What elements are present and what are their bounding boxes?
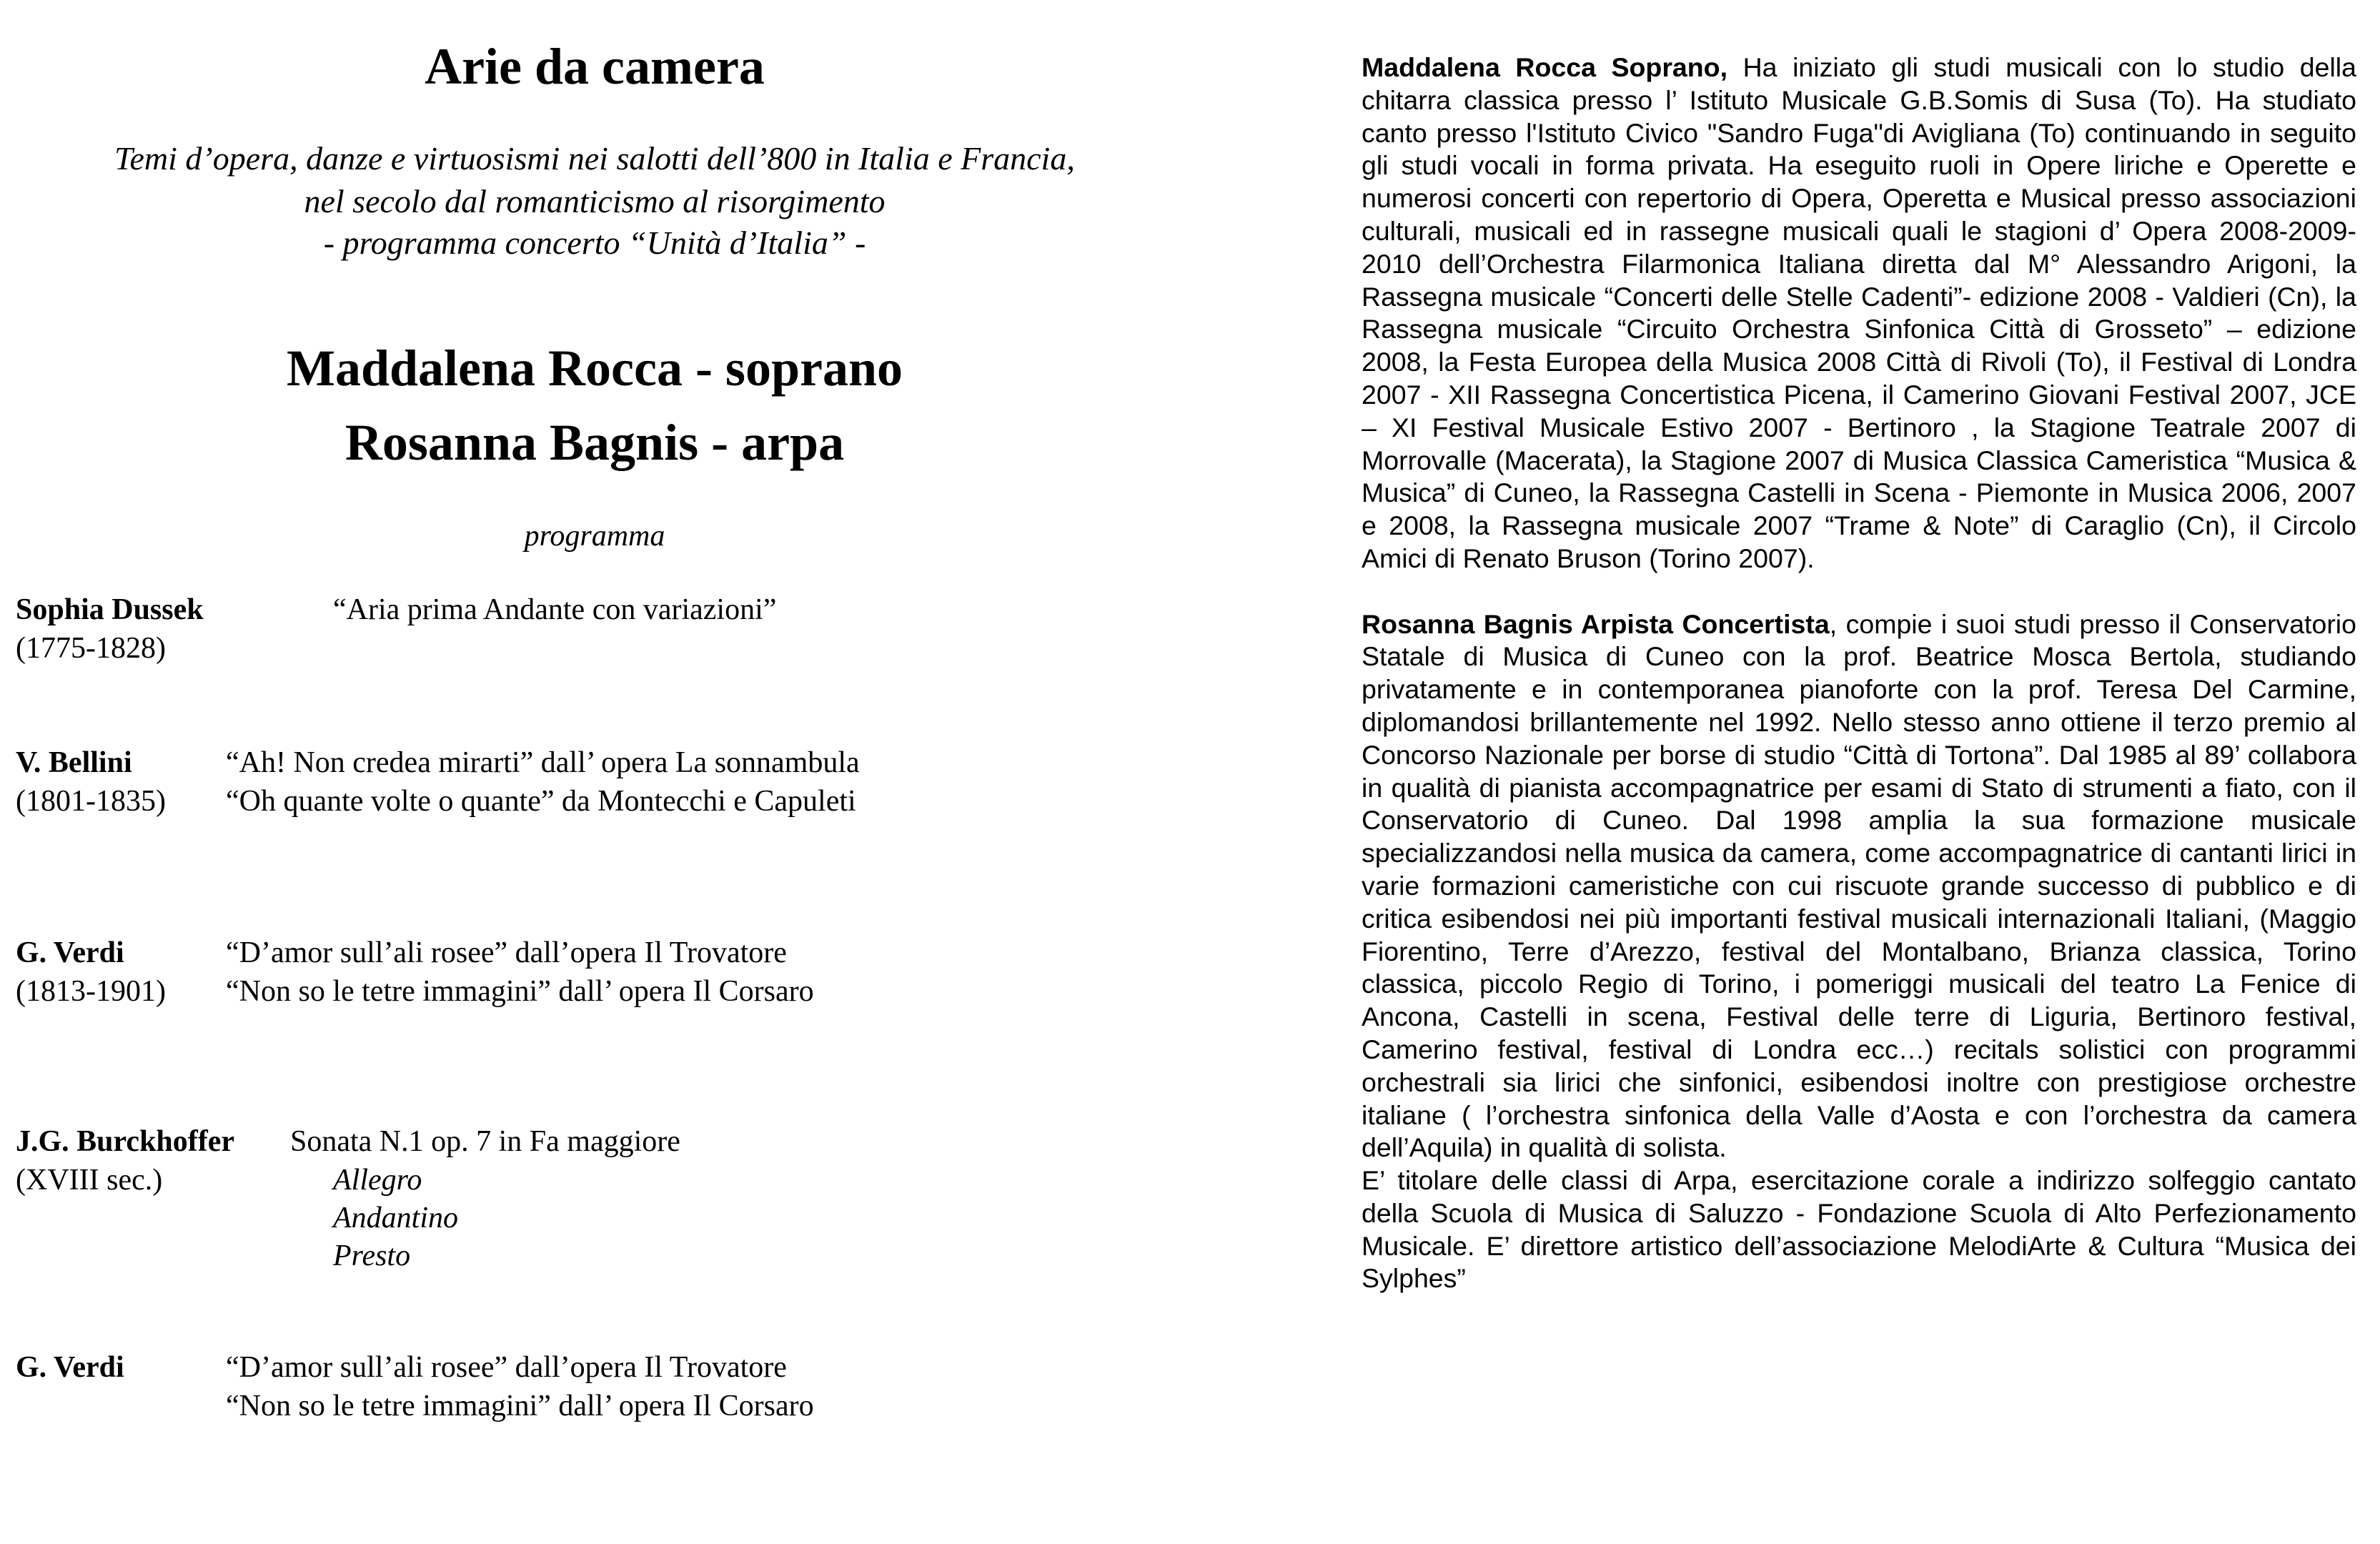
movement: Presto	[333, 1239, 411, 1272]
movement: Andantino	[333, 1202, 458, 1234]
bio-text: compie i suoi studi presso il Conservatorio Statale di Musica di Cuneo con la prof. Beatrice Mosca Bertola, studiando privatamente e in contemporanea pianoforte con la prof. Teresa Del Carmine, diplomandosi brillantemente nel 1992. Nello stesso anno ottiene il terzo premio al Concorso Nazionale per borse di studio “Città di Tortona”. Dal 1985 al 89’ collabora in qualità di pianista accompagnatrice per esami di Stato di strumenti a fiato, con il Conservatorio di Cuneo. Dal 1998 amplia la sua formazione musicale specializzandosi nella musica da camera, come accompagnatrice di cantanti lirici in varie formazioni cameristiche con cui riscuote grande successo di pubblico e di critica esibendosi nei più importanti festival musicali internazionali Italiani, (Maggio Fiorentino, Terre d’Arezzo, festival del Montalbano, Brianza classica, Torino classica, piccolo Regio di Torino, i pomeriggi musicali del teatro La Fenice di Ancona, Castelli in scena, Festival delle terre di Liguria, Bertinoro festival, Camerino festival, festival di Londra ecc…) recitals solistici con programmi orchestrali sia lirici che sinfonici, esibendosi inoltre con prestigiose orchestre italiane ( l’orchestra sinfonica della Valle d’Aosta e con l’orchestra da camera dell’Aquila) in qualità di solista.	[1362, 608, 2356, 1163]
page-title: Arie da camera	[425, 38, 765, 95]
subtitle-line-3: - programma concerto “Unità d’Italia” -	[323, 224, 866, 261]
bio-harpist	[1362, 608, 2356, 1165]
piece-title: “D’amor sull’ali rosee” dall’opera Il Trovatore	[226, 936, 787, 969]
piece-title: “Non so le tetre immagini” dall’ opera Il Corsaro	[226, 975, 814, 1008]
composer-name: V. Bellini	[16, 746, 132, 779]
bio-soprano	[1362, 51, 2356, 575]
biographies-column	[1362, 51, 2356, 1295]
composer-name: G. Verdi	[16, 1351, 124, 1384]
composer-name: J.G. Burckhoffer	[16, 1125, 235, 1158]
bio-harpist-continued	[1362, 1164, 2356, 1295]
subtitle-line-1: Temi d’opera, danze e virtuosismi nei salotti dell’800 in Italia e Francia,	[114, 140, 1075, 177]
piece-title: Sonata N.1 op. 7 in Fa maggiore	[290, 1125, 680, 1158]
performer-harp: Rosanna Bagnis - arpa	[344, 414, 845, 471]
bio-comma: ,	[1829, 608, 1838, 639]
piece-title: “Ah! Non credea mirarti” dall’ opera La sonnambula	[226, 746, 860, 779]
bio-name: Rosanna Bagnis Arpista Concertista	[1362, 608, 1830, 639]
subtitle-line-2: nel secolo dal romanticismo al risorgimento	[304, 183, 886, 219]
composer-name: G. Verdi	[16, 936, 124, 969]
movement: Allegro	[333, 1164, 422, 1197]
bio-text: Ha iniziato gli studi musicali con lo studio della chitarra classica presso l’ Istituto Musicale G.B.Somis di Susa (To). Ha studiato canto presso l'Istituto Civico "Sandro Fuga"di Avigliana (To) continuando in seguito gli studi vocali in forma privata. Ha eseguito ruoli in Opere liriche e Operette e numerosi concerti con repertorio di Opera, Operetta e Musical presso associazioni culturali, musicali ed in rassegne musicali quali le stagioni d’ Opera 2008-2009-2010 dell’Orchestra Filarmonica Italiana diretta dal M° Alessandro Arigoni, la Rassegna musicale “Concerti delle Stelle Cadenti”- edizione 2008 - Valdieri (Cn), la Rassegna musicale “Circuito Orchestra Sinfonica Città di Grosseto” – edizione 2008, la Festa Europea della Musica 2008 Città di Rivoli (To), il Festival di Londra 2007 - XII Rassegna Concertistica Picena, il Camerino Giovani Festival 2007, JCE – XI Festival Musicale Estivo 2007 - Bertinoro , la Stagione Teatrale 2007 di Morrovalle (Macerata), la Stagione 2007 di Musica Classica Cameristica “Musica & Musica” di Cuneo, la Rassegna Castelli in Scena - Piemonte in Musica 2006, 2007 e 2008, la Rassegna musicale 2007 “Trame & Note” di Caraglio (Cn), il Circolo Amici di Renato Bruson (Torino 2007).	[1362, 52, 2356, 573]
program-label: programma	[524, 520, 665, 553]
piece-title: “Aria prima Andante con variazioni”	[333, 593, 777, 626]
bio-name: Maddalena Rocca Soprano,	[1362, 52, 1728, 82]
piece-title: “D’amor sull’ali rosee” dall’opera Il Trovatore	[226, 1351, 787, 1384]
composer-dates: (1813-1901)	[16, 975, 166, 1008]
composer-name: Sophia Dussek	[16, 593, 204, 626]
composer-dates: (XVIII sec.)	[16, 1164, 163, 1197]
composer-dates: (1801-1835)	[16, 785, 166, 818]
piece-title: “Non so le tetre immagini” dall’ opera Il Corsaro	[226, 1390, 814, 1422]
piece-title: “Oh quante volte o quante” da Montecchi e Capuleti	[226, 785, 856, 818]
composer-dates: (1775-1828)	[16, 632, 166, 665]
performer-soprano: Maddalena Rocca - soprano	[287, 340, 903, 397]
bio-text: E’ titolare delle classi di Arpa, esercitazione corale a indirizzo solfeggio cantato della Scuola di Musica di Saluzzo - Fondazione Scuola di Alto Perfezionamento Musicale. E’ direttore artistico dell’associazione MelodiArte & Cultura “Musica dei Sylphes”	[1362, 1165, 2356, 1294]
